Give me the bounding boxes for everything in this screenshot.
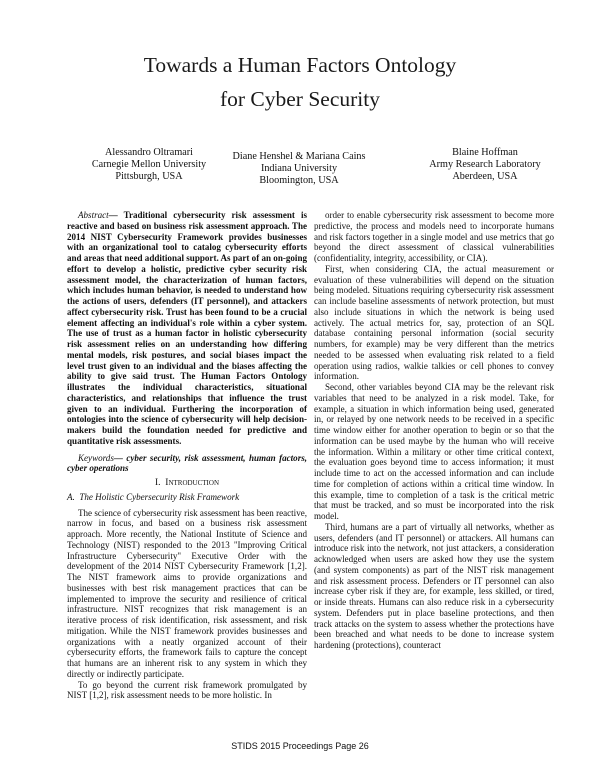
abstract <box>67 210 307 447</box>
body-paragraph-3: Second, other variables beyond CIA may be the relevant risk variables that need to be analyzed in a risk model. Take, for example, a situation in which information being used, generated in, or relayed by one network needs to be received in a specific time window either for another operation to begin or so that the information can be used maybe by the human who will receive the information. Within a military or other time critical context, the evaluation goes beyond time to access information; it must include time to act on the accessed information and can include time for completion of actions within a critical time window. In this example, time to completion of a task is the critical metric that must be tracked, and so must be incorporated into the risk model. <box>314 382 554 521</box>
author-block-3 <box>400 147 570 183</box>
subsection-heading <box>67 492 307 503</box>
abstract-text: — Traditional cybersecurity risk assessment is reactive and based on business risk assessment approach. The 2014 NIST Cybersecurity Framework provides businesses with an organizational tool to catalog cybersecurity efforts and areas that need additional support. As part of an on-going effort to develop a holistic, predictive cyber security risk assessment model, the characterization of human factors, which includes human behavior, is needed to understand how the actions of users, defenders (IT personnel), and attackers affect cybersecurity risk. Trust has been found to be a crucial element affecting an individual's role within a cyber system. The use of trust as a human factor in holistic cybersecurity risk assessment relies on an understanding how differing mental models, risk postures, and social biases impact the level trust given to an individual and the biases affecting the ability to give said trust. The Human Factors Ontology illustrates the individual characteristics, situational characteristics, and relationships that influence the trust given to an individual. Furthering the incorporation of ontologies into the science of cybersecurity will help decision-makers build the foundation needed for predictive and quantitative risk assessments. <box>67 210 307 446</box>
author-affiliation: Carnegie Mellon University <box>91 159 207 170</box>
section-title: Introduction <box>165 478 219 488</box>
author-location: Bloomington, USA <box>259 175 339 186</box>
page-footer: STIDS 2015 Proceedings Page 26 <box>231 741 369 751</box>
keywords-text: — cyber security, risk assessment, human factors, cyber operations <box>67 452 307 474</box>
abstract-label: Abstract <box>78 210 109 220</box>
body-paragraph-1: order to enable cybersecurity risk assessment to become more predictive, the process and models need to incorporate humans and risk factors together in a single model and use metrics that go beyond the direct assessment of classical vulnerabilities (confidentiality, integrity, accessibility, or CIA). <box>314 210 554 263</box>
author-location: Aberdeen, USA <box>452 171 518 182</box>
keywords-label: Keywords <box>78 452 114 463</box>
subsection-title: The Holistic Cybersecurity Risk Framework <box>79 491 240 502</box>
intro-paragraph-2: To go beyond the current risk framework promulgated by NIST [1,2], risk assessment needs to be more holistic. In <box>67 679 307 701</box>
paper-title <box>0 48 600 116</box>
intro-paragraph-1: The science of cybersecurity risk assessment has been reactive, narrow in focus, and based on a business risk assessment approach. More recently, the National Institute of Science and Technology (NIST) responded to the 2013 "Improving Critical Infrastructure Cybersecurity" Executive Order with the development of the 2014 NIST Cybersecurity Framework [1,2]. The NIST framework aims to provide organizations and businesses with best risk management practices that can be implemented to improve the security and resilience of critical infrastructure. NIST recognizes that risk management is an iterative process of risk identification, risk assessment, and risk mitigation. While the NIST framework provides businesses and organizations with a neatly organized account of their cybersecurity efforts, the framework fails to capture the concept that humans are an inherent risk to any system in which they directly or indirectly participate. <box>67 507 307 679</box>
author-name: Blaine Hoffman <box>452 147 518 158</box>
author-affiliation: Army Research Laboratory <box>429 159 541 170</box>
body-paragraph-2: First, when considering CIA, the actual measurement or evaluation of these vulnerabilities will depend on the situation being modeled. Situations requiring cybersecurity risk assessment can include baseline assessments of network protection, but must also include situations in which the network is being used actively. The actual metrics for, say, protection of an SQL database containing personal information (social security numbers, for example) may be very different than the metrics needed to be assessed when evaluating risk related to a field operation using radios, walkie talkies or cell phones to convey information. <box>314 263 554 382</box>
paper-title-line-1: Towards a Human Factors Ontology <box>143 53 457 77</box>
author-block-2 <box>214 151 384 187</box>
keywords <box>67 453 307 475</box>
author-affiliation: Indiana University <box>260 163 338 174</box>
author-location: Pittsburgh, USA <box>115 171 183 182</box>
author-name: Alessandro Oltramari <box>105 147 193 158</box>
left-column <box>67 210 307 701</box>
author-block-1 <box>64 147 234 183</box>
paper-title-line-2: for Cyber Security <box>219 87 380 111</box>
subsection-label: A. <box>67 491 75 502</box>
author-name: Diane Henshel & Mariana Cains <box>232 151 366 162</box>
section-heading-introduction <box>67 478 307 489</box>
section-numeral: I. <box>154 478 161 488</box>
body-paragraph-4: Third, humans are a part of virtually all networks, whether as users, defenders (and IT personnel) or attackers. All humans can introduce risk into the network, not just attackers, a consideration acknowledged when users are asked how they use the system (and system components) as part of the NIST risk management and risk assessment process. Defenders or IT personnel can also increase cyber risk if they are, for example, less skilled, or tired, or inside threats. Humans can also reduce risk in a cybersecurity system. Defenders put in place baseline protections, and then track attacks on the system to assess whether the protections have been breached and what needs to be done to increase system hardening (protections), counteract <box>314 521 554 650</box>
right-column <box>314 210 554 651</box>
